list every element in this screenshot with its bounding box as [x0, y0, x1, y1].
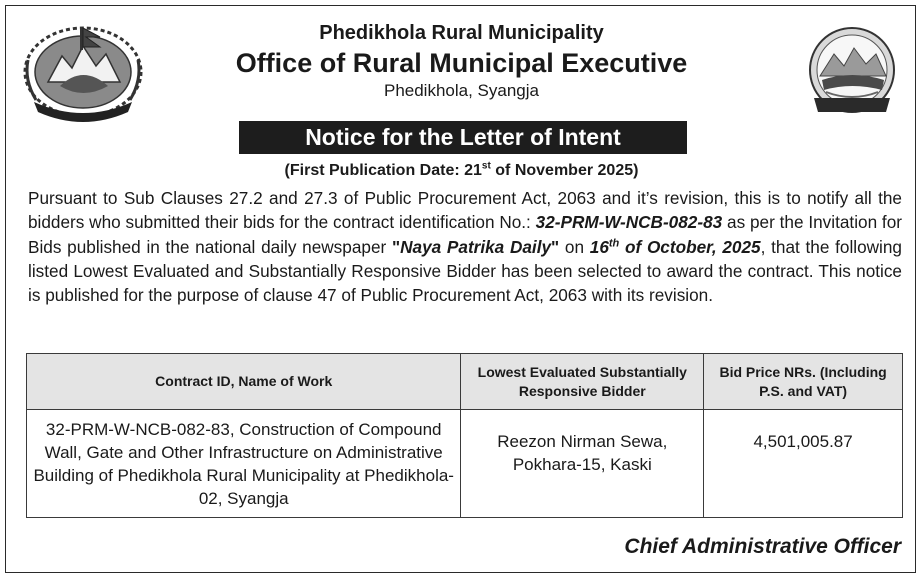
notice-body [28, 186, 902, 307]
body-part-2: as per the Invitation for Bids published in the national daily newspaper [28, 212, 902, 257]
body-part-1: Pursuant to Sub Clauses 27.2 and 27.3 of Public Procurement Act, 2063 and it’s revision, this is to notify all the bidders who submitted their bids for the contract identification No.: [28, 188, 902, 233]
pubdate-suffix: of November 2025) [490, 162, 639, 179]
publication-date [0, 160, 923, 182]
column-header-price: Bid Price NRs. (Including P.S. and VAT) [704, 354, 903, 410]
contract-work-cell: 32-PRM-W-NCB-082-83, Construction of Compound Wall, Gate and Other Infrastructure on Administrative Building of Phedikhola Rural Municipality at Phedikhola-02, Syangja [27, 410, 461, 518]
pubdate-ordinal: st [481, 160, 491, 172]
office-location: Phedikhola, Syangja [383, 81, 539, 100]
municipality-name: Phedikhola Rural Municipality [319, 22, 604, 44]
pubdate-prefix: (First Publication Date: 21 [284, 162, 482, 179]
newspaper-open-quote: " [391, 236, 401, 257]
ifb-date-rest: of October, 2025 [619, 236, 761, 257]
contract-number: 32-PRM-W-NCB-082-83 [535, 212, 723, 233]
column-header-work: Contract ID, Name of Work [27, 354, 461, 410]
letterhead [0, 20, 923, 102]
bid-price-cell: 4,501,005.87 [704, 410, 903, 518]
ifb-date-ordinal: th [608, 236, 620, 249]
table-header-row [27, 354, 903, 410]
column-header-bidder: Lowest Evaluated Substantially Responsive Bidder [461, 354, 704, 410]
ifb-date-day: 16 [589, 236, 609, 257]
notice-title: Notice for the Letter of Intent [239, 121, 687, 154]
newspaper-close-quote: " [551, 236, 560, 257]
body-part-3: on [559, 236, 590, 257]
office-name: Office of Rural Municipal Executive [235, 48, 688, 78]
body-part-4: , that the following listed Lowest Evaluated and Substantially Responsive Bidder has been selected to award the contract. This notice is published for the purpose of clause 47 of Public Procurement Act, 2063 with its revision. [28, 236, 902, 306]
bidder-cell: Reezon Nirman Sewa, Pokhara-15, Kaski [461, 410, 704, 518]
table-row [27, 410, 903, 518]
newspaper-name: Naya Patrika Daily [400, 236, 552, 257]
signatory-title: Chief Administrative Officer [624, 535, 901, 558]
award-table [26, 353, 903, 518]
